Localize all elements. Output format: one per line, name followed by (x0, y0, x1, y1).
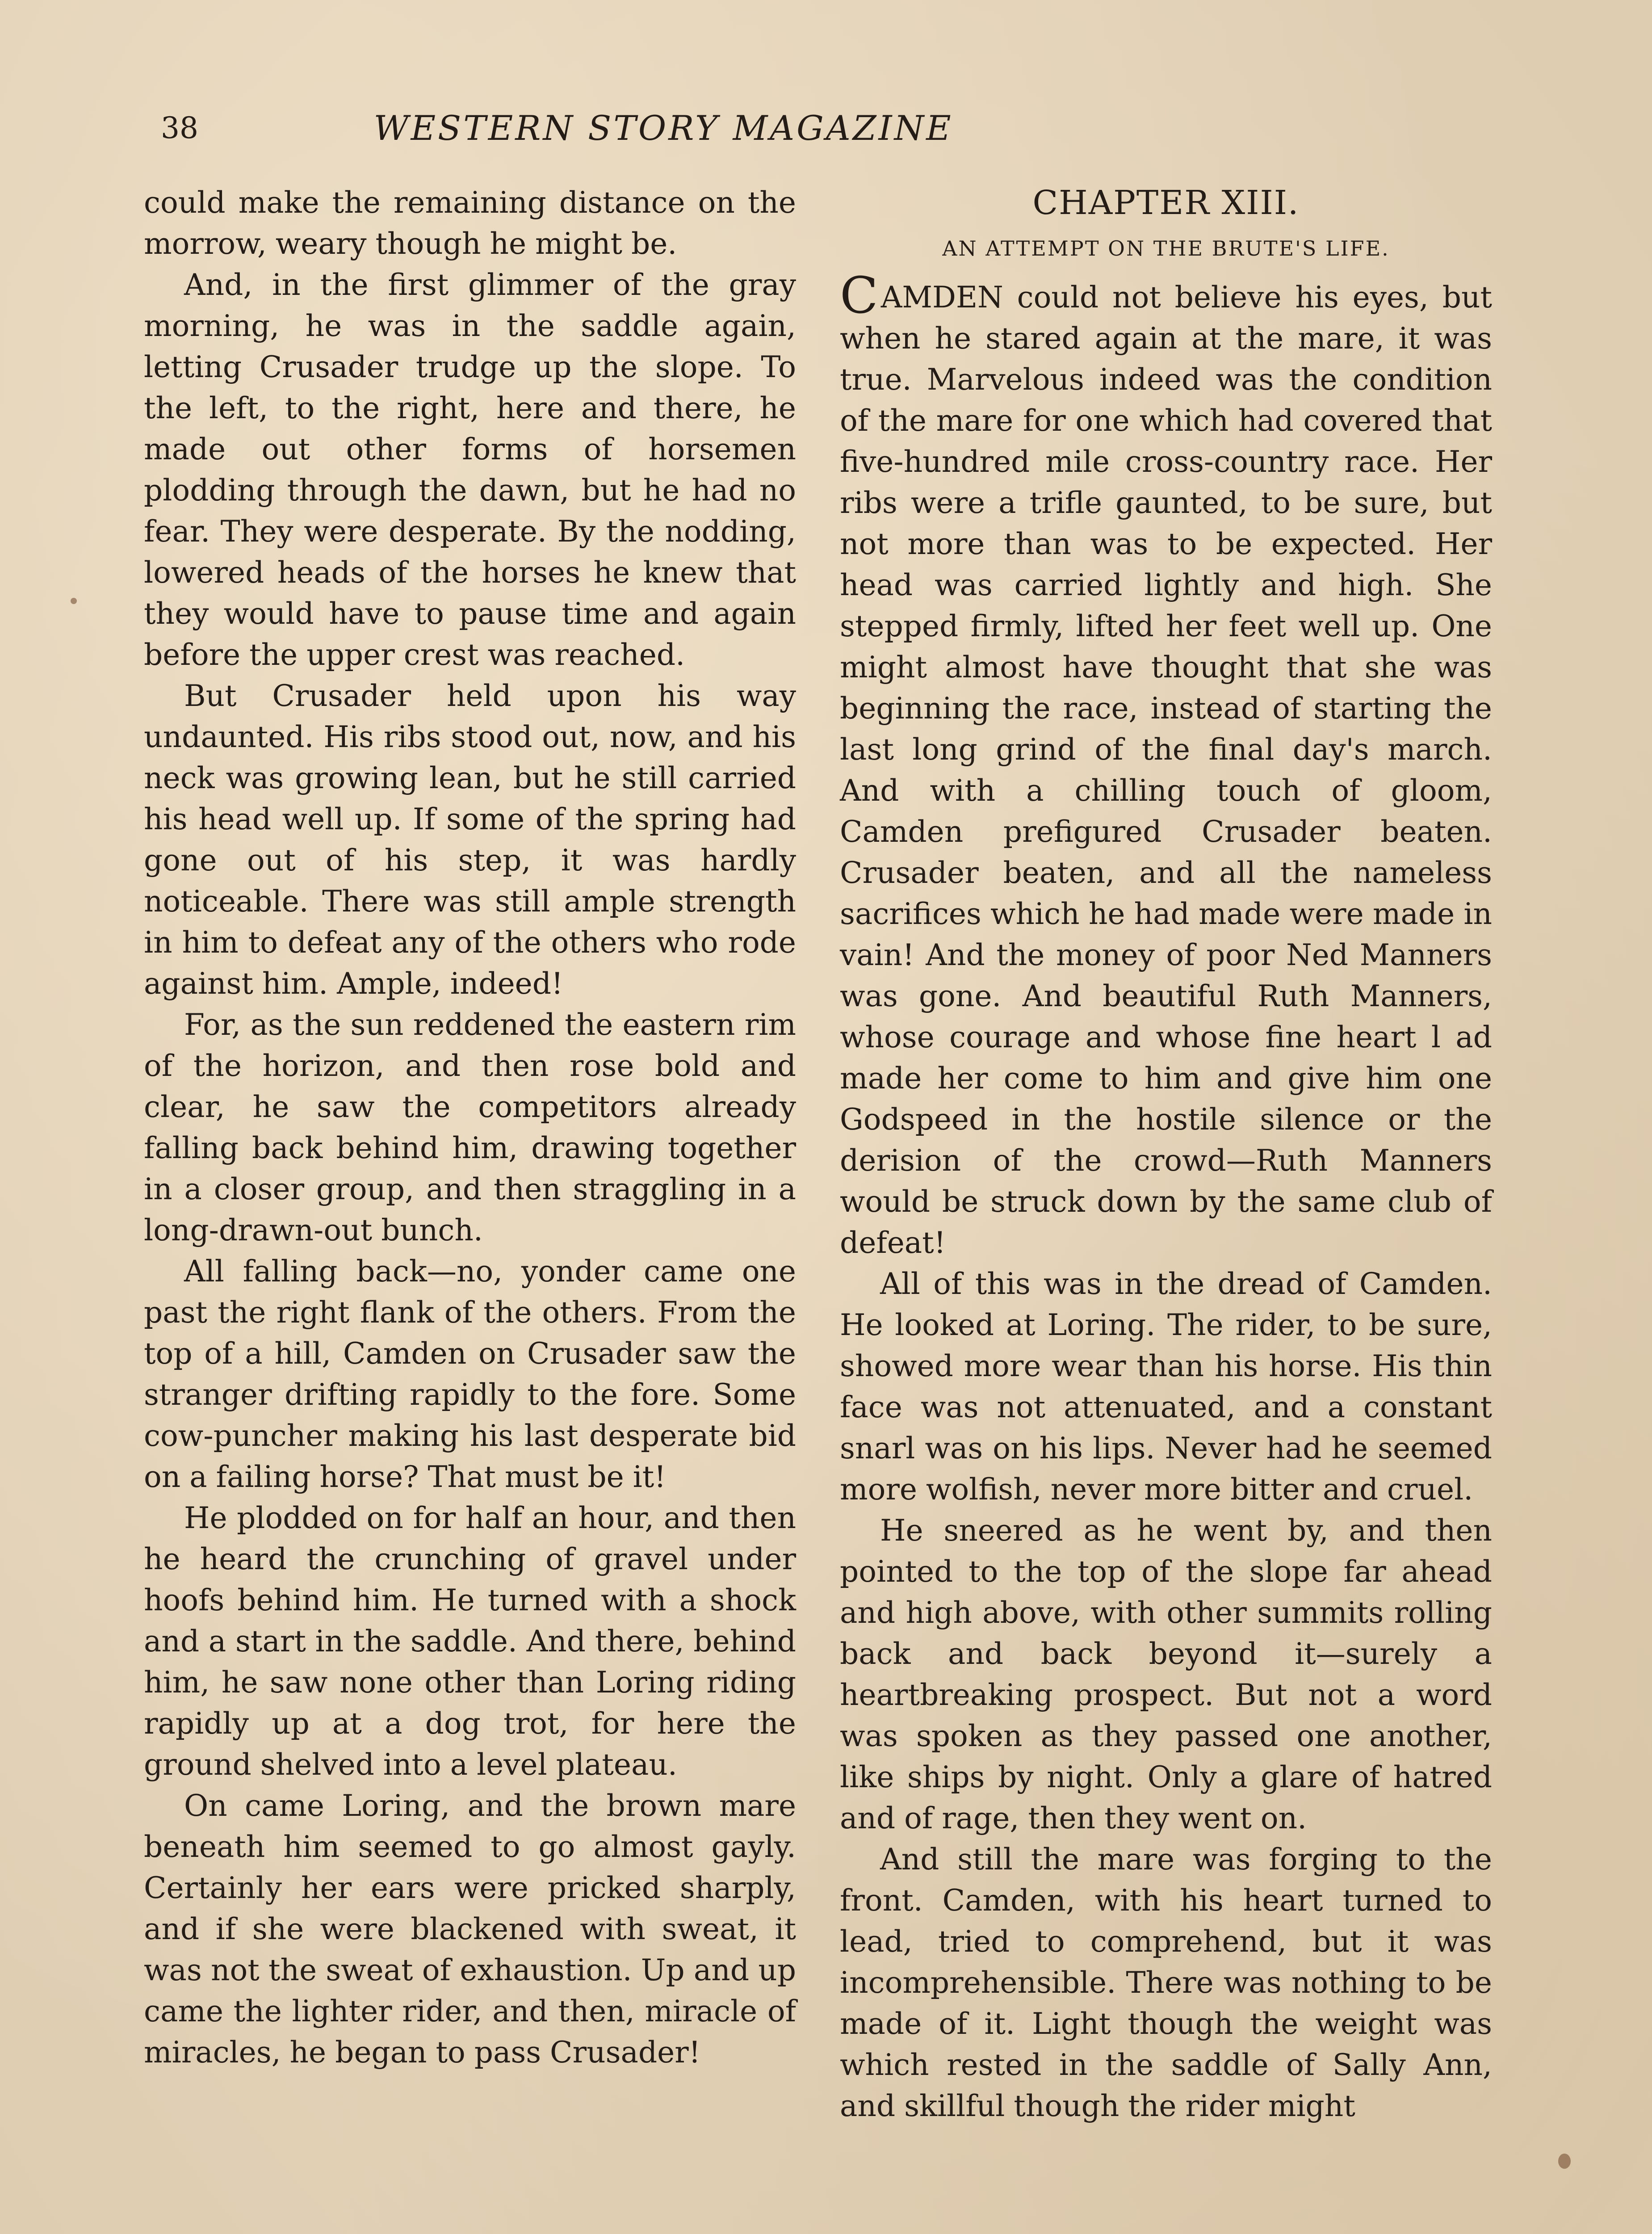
ink-speck (71, 598, 77, 604)
paragraph: For, as the sun reddened the eastern rim of the horizon, and then rose bold and clear, he saw the competitors already falling back behind him, drawing together in a closer group, and then straggling in a long-drawn-out bunch. (144, 1008, 796, 1247)
ink-speck (1558, 2154, 1571, 2169)
chapter-subtitle: AN ATTEMPT ON THE BRUTE'S LIFE. (942, 236, 1390, 260)
paragraph: He plodded on for half an hour, and then he heard the crunching of gravel under hoofs behind him. He turned with a shock and a start in the saddle. And there, behind him, he saw none other than Loring riding rapidly up at a dog trot, for here the ground shelved into a level plateau. (144, 1501, 796, 1782)
paragraph: could make the remaining distance on the morrow, weary though he might be. (144, 185, 796, 261)
paragraph: He sneered as he went by, and then pointed to the top of the slope far ahead and high above, with other summits rolling back and back beyond it—surely a heartbreaking prospect. But not a word was spoken as they passed one another, like ships by night. Only a glare of hatred and of rage, then they went on. (840, 1513, 1492, 1835)
left-column (144, 182, 796, 2073)
paragraph: All falling back—no, yonder came one past the right flank of the others. From the top of a hill, Camden on Crusader saw the stranger drifting rapidly to the fore. Some cow-puncher making his last desperate bid on a failing horse? That must be it! (144, 1254, 796, 1494)
running-title: WESTERN STORY MAGAZINE (373, 108, 953, 148)
paragraph: And, in the first glimmer of the gray morning, he was in the saddle again, letting Crusader trudge up the slope. To the left, to the right, here and there, he made out other forms of horsemen plodding through the dawn, but he had no fear. They were desperate. By the nodding, lowered heads of the horses he knew that they would have to pause time and again before the upper crest was reached. (144, 268, 796, 672)
page-header (161, 104, 1501, 153)
right-column (840, 182, 1492, 2127)
paragraph: On came Loring, and the brown mare beneath him seemed to go almost gayly. Certainly her ears were pricked sharply, and if she were blackened with sweat, it was not the sweat of exhaustion. Up and up came the lighter rider, and then, miracle of miracles, he began to pass Crusader! (144, 1789, 796, 2070)
chapter-title: CHAPTER XIII. (1032, 184, 1300, 222)
paragraph: But Crusader held upon his way undaunted. His ribs stood out, now, and his neck was growing lean, but he still carried his head well up. If some of the spring had gone out of his step, it was hardly noticeable. There was still ample strength in him to defeat any of the others who rode against him. Ample, indeed! (144, 679, 796, 1001)
paragraph: All of this was in the dread of Camden. He looked at Loring. The rider, to be sure, showed more wear than his horse. His thin face was not attenuated, and a constant snarl was on his lips. Never had he seemed more wolfish, never more bitter and cruel. (840, 1267, 1492, 1507)
chapter-opening-paragraph (840, 267, 1492, 1264)
page-number: 38 (161, 111, 198, 145)
opening-paragraph-text: AMDEN could not believe his eyes, but when he stared again at the mare, it was true. Marvelous indeed was the condition of the mare for one which had covered that five-hundred mile cross-country race. Her ribs were a trifle gaunted, to be sure, but not more than was to be expected. Her head was carried lightly and high. She stepped firmly, lifted her feet well up. One might almost have thought that she was beginning the race, instead of starting the last long grind of the final day's march. And with a chilling touch of gloom, Camden prefigured Crusader beaten. Crusader beaten, and all the nameless sacrifices which he had made were made in vain! And the money of poor Ned Manners was gone. And beautiful Ruth Manners, whose courage and whose fine heart l ad made her come to him and give him one Godspeed in the hostile silence or the derision of the crowd—Ruth Manners would be struck down by the same club of defeat! (840, 280, 1492, 1260)
drop-cap: C (840, 267, 878, 325)
paragraph: And still the mare was forging to the front. Camden, with his heart turned to lead, tried to comprehend, but it was incomprehensible. There was nothing to be made of it. Light though the weight was which rested in the saddle of Sally Ann, and skillful though the rider might (840, 1842, 1492, 2123)
